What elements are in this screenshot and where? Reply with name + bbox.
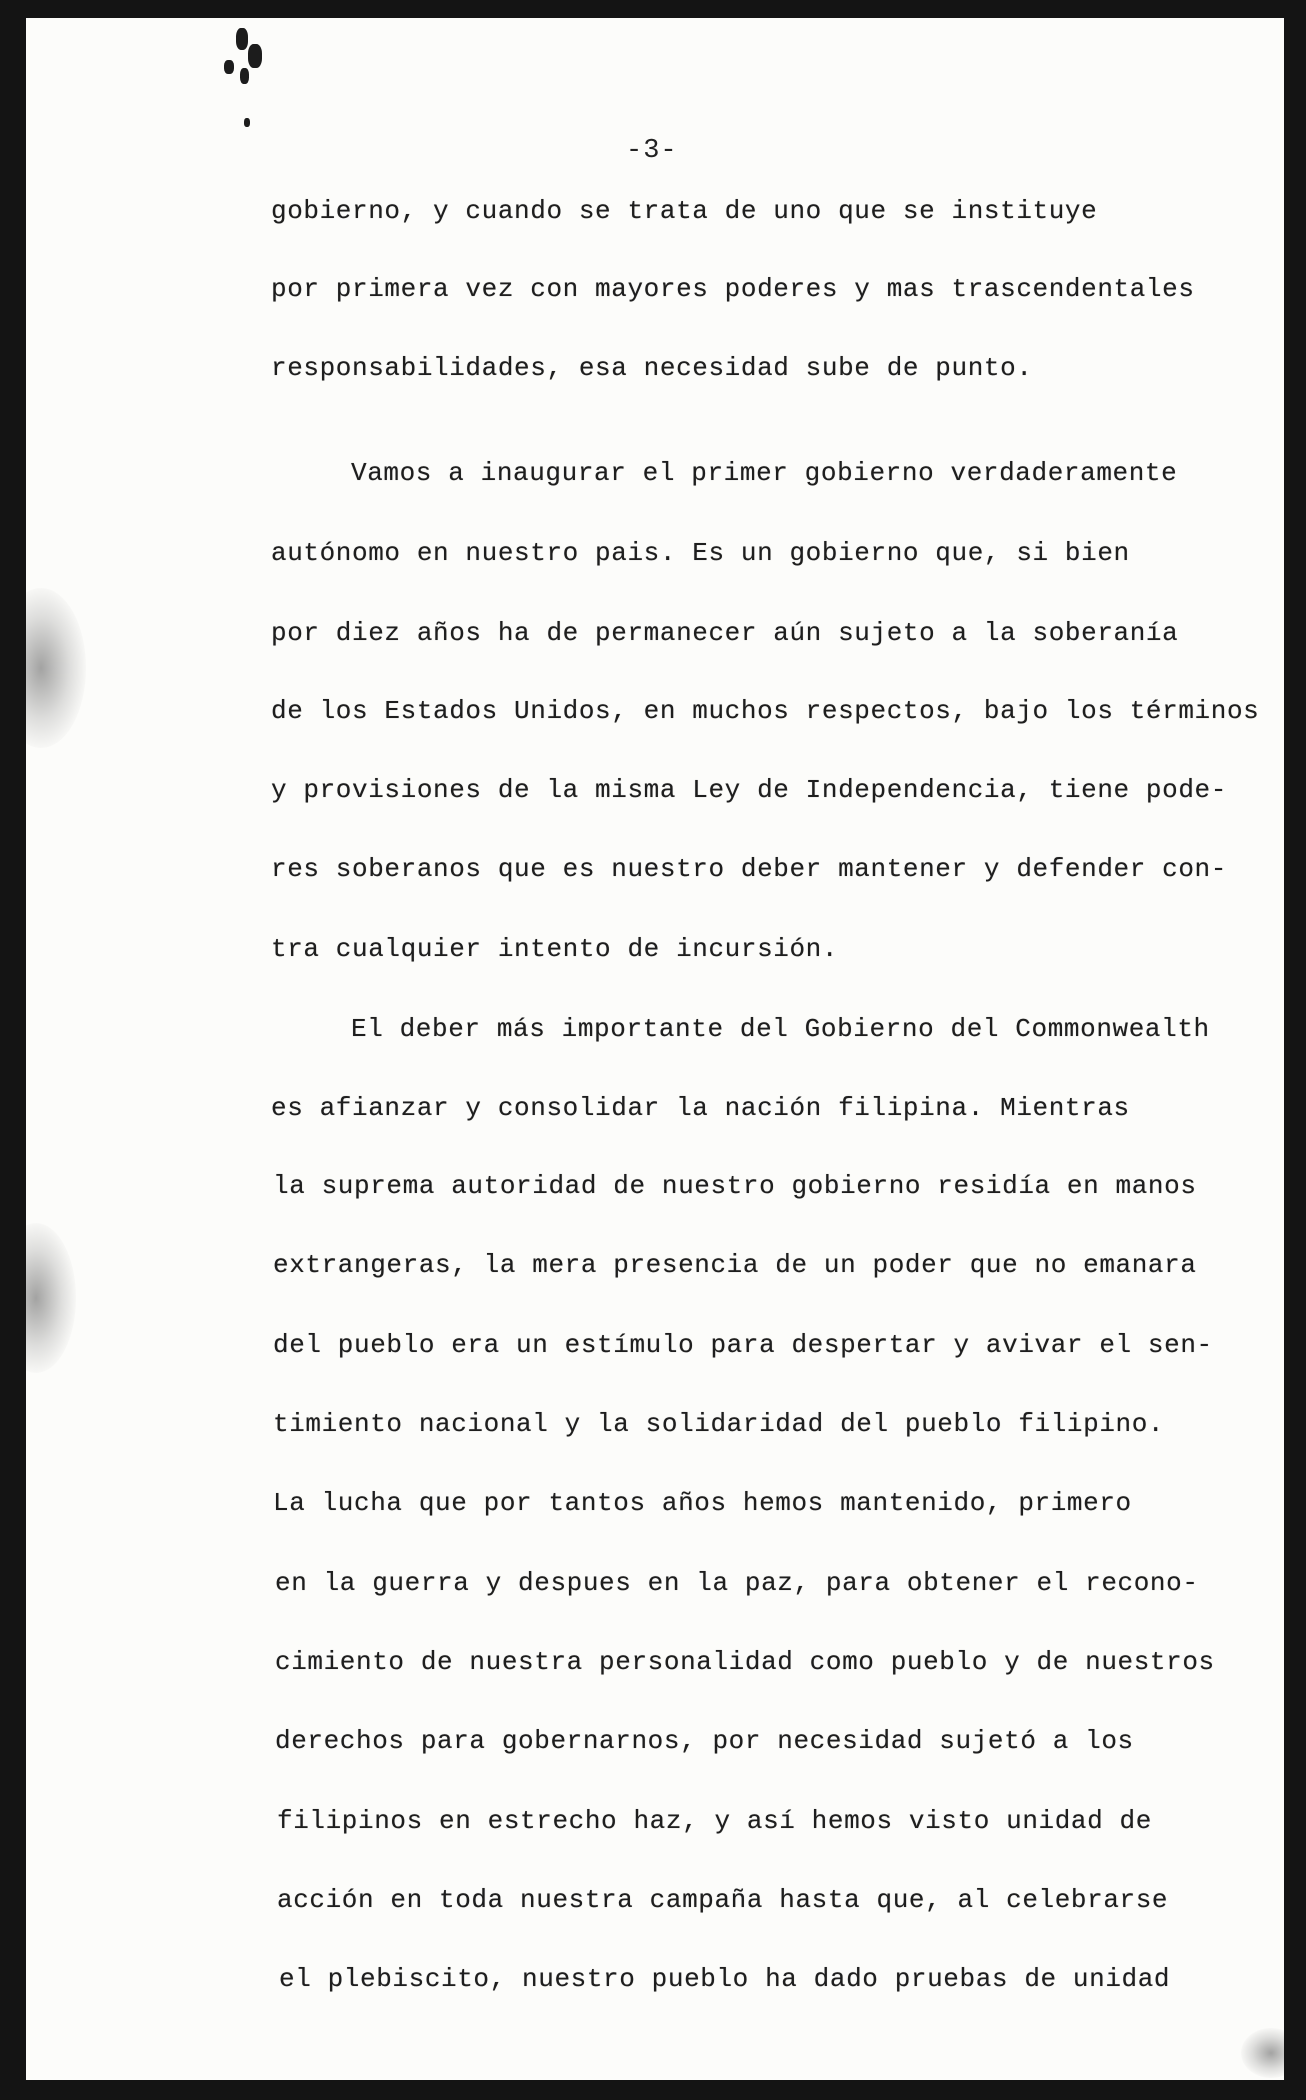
text-line: y provisiones de la misma Ley de Independencia, tiene pode-: [271, 775, 1227, 805]
text-line: timiento nacional y la solidaridad del pueblo filipino.: [273, 1409, 1165, 1439]
ink-mark: [240, 68, 249, 84]
text-line: La lucha que por tantos años hemos mantenido, primero: [273, 1488, 1132, 1518]
text-line: por primera vez con mayores poderes y mas trascendentales: [271, 274, 1195, 304]
text-line: Vamos a inaugurar el primer gobierno verdaderamente: [351, 458, 1178, 488]
text-line: la suprema autoridad de nuestro gobierno residía en manos: [273, 1171, 1197, 1201]
text-line: en la guerra y despues en la paz, para obtener el recono-: [275, 1568, 1199, 1598]
text-line: gobierno, y cuando se trata de uno que se instituye: [271, 196, 1098, 226]
text-line: por diez años ha de permanecer aún sujeto a la soberanía: [271, 618, 1179, 648]
ink-mark: [224, 60, 234, 74]
ink-mark: [236, 28, 248, 50]
left-edge-smudge-top: [26, 588, 86, 748]
text-line: autónomo en nuestro pais. Es un gobierno que, si bien: [271, 538, 1130, 568]
text-line: de los Estados Unidos, en muchos respectos, bajo los términos: [271, 696, 1260, 726]
text-line: del pueblo era un estímulo para despertar y avivar el sen-: [273, 1330, 1213, 1360]
text-line: filipinos en estrecho haz, y así hemos visto unidad de: [277, 1806, 1152, 1836]
text-line: acción en toda nuestra campaña hasta que, al celebrarse: [277, 1885, 1169, 1915]
ink-mark: [244, 118, 250, 127]
ink-mark: [248, 44, 262, 68]
text-line: el plebiscito, nuestro pueblo ha dado pruebas de unidad: [279, 1964, 1171, 1994]
page-number: -3-: [626, 136, 678, 166]
text-line: cimiento de nuestra personalidad como pueblo y de nuestros: [275, 1647, 1215, 1677]
left-edge-smudge-bottom: [26, 1223, 76, 1373]
text-line: extrangeras, la mera presencia de un poder que no emanara: [273, 1250, 1197, 1280]
text-line: derechos para gobernarnos, por necesidad sujetó a los: [275, 1726, 1134, 1756]
text-line: tra cualquier intento de incursión.: [271, 934, 839, 964]
corner-smudge: [1241, 2028, 1284, 2078]
text-line: es afianzar y consolidar la nación filipina. Mientras: [271, 1093, 1130, 1123]
document-page: [26, 18, 1284, 2080]
text-line: El deber más importante del Gobierno del Commonwealth: [351, 1014, 1210, 1044]
text-line: responsabilidades, esa necesidad sube de punto.: [271, 353, 1033, 383]
text-line: res soberanos que es nuestro deber mantener y defender con-: [271, 854, 1227, 884]
